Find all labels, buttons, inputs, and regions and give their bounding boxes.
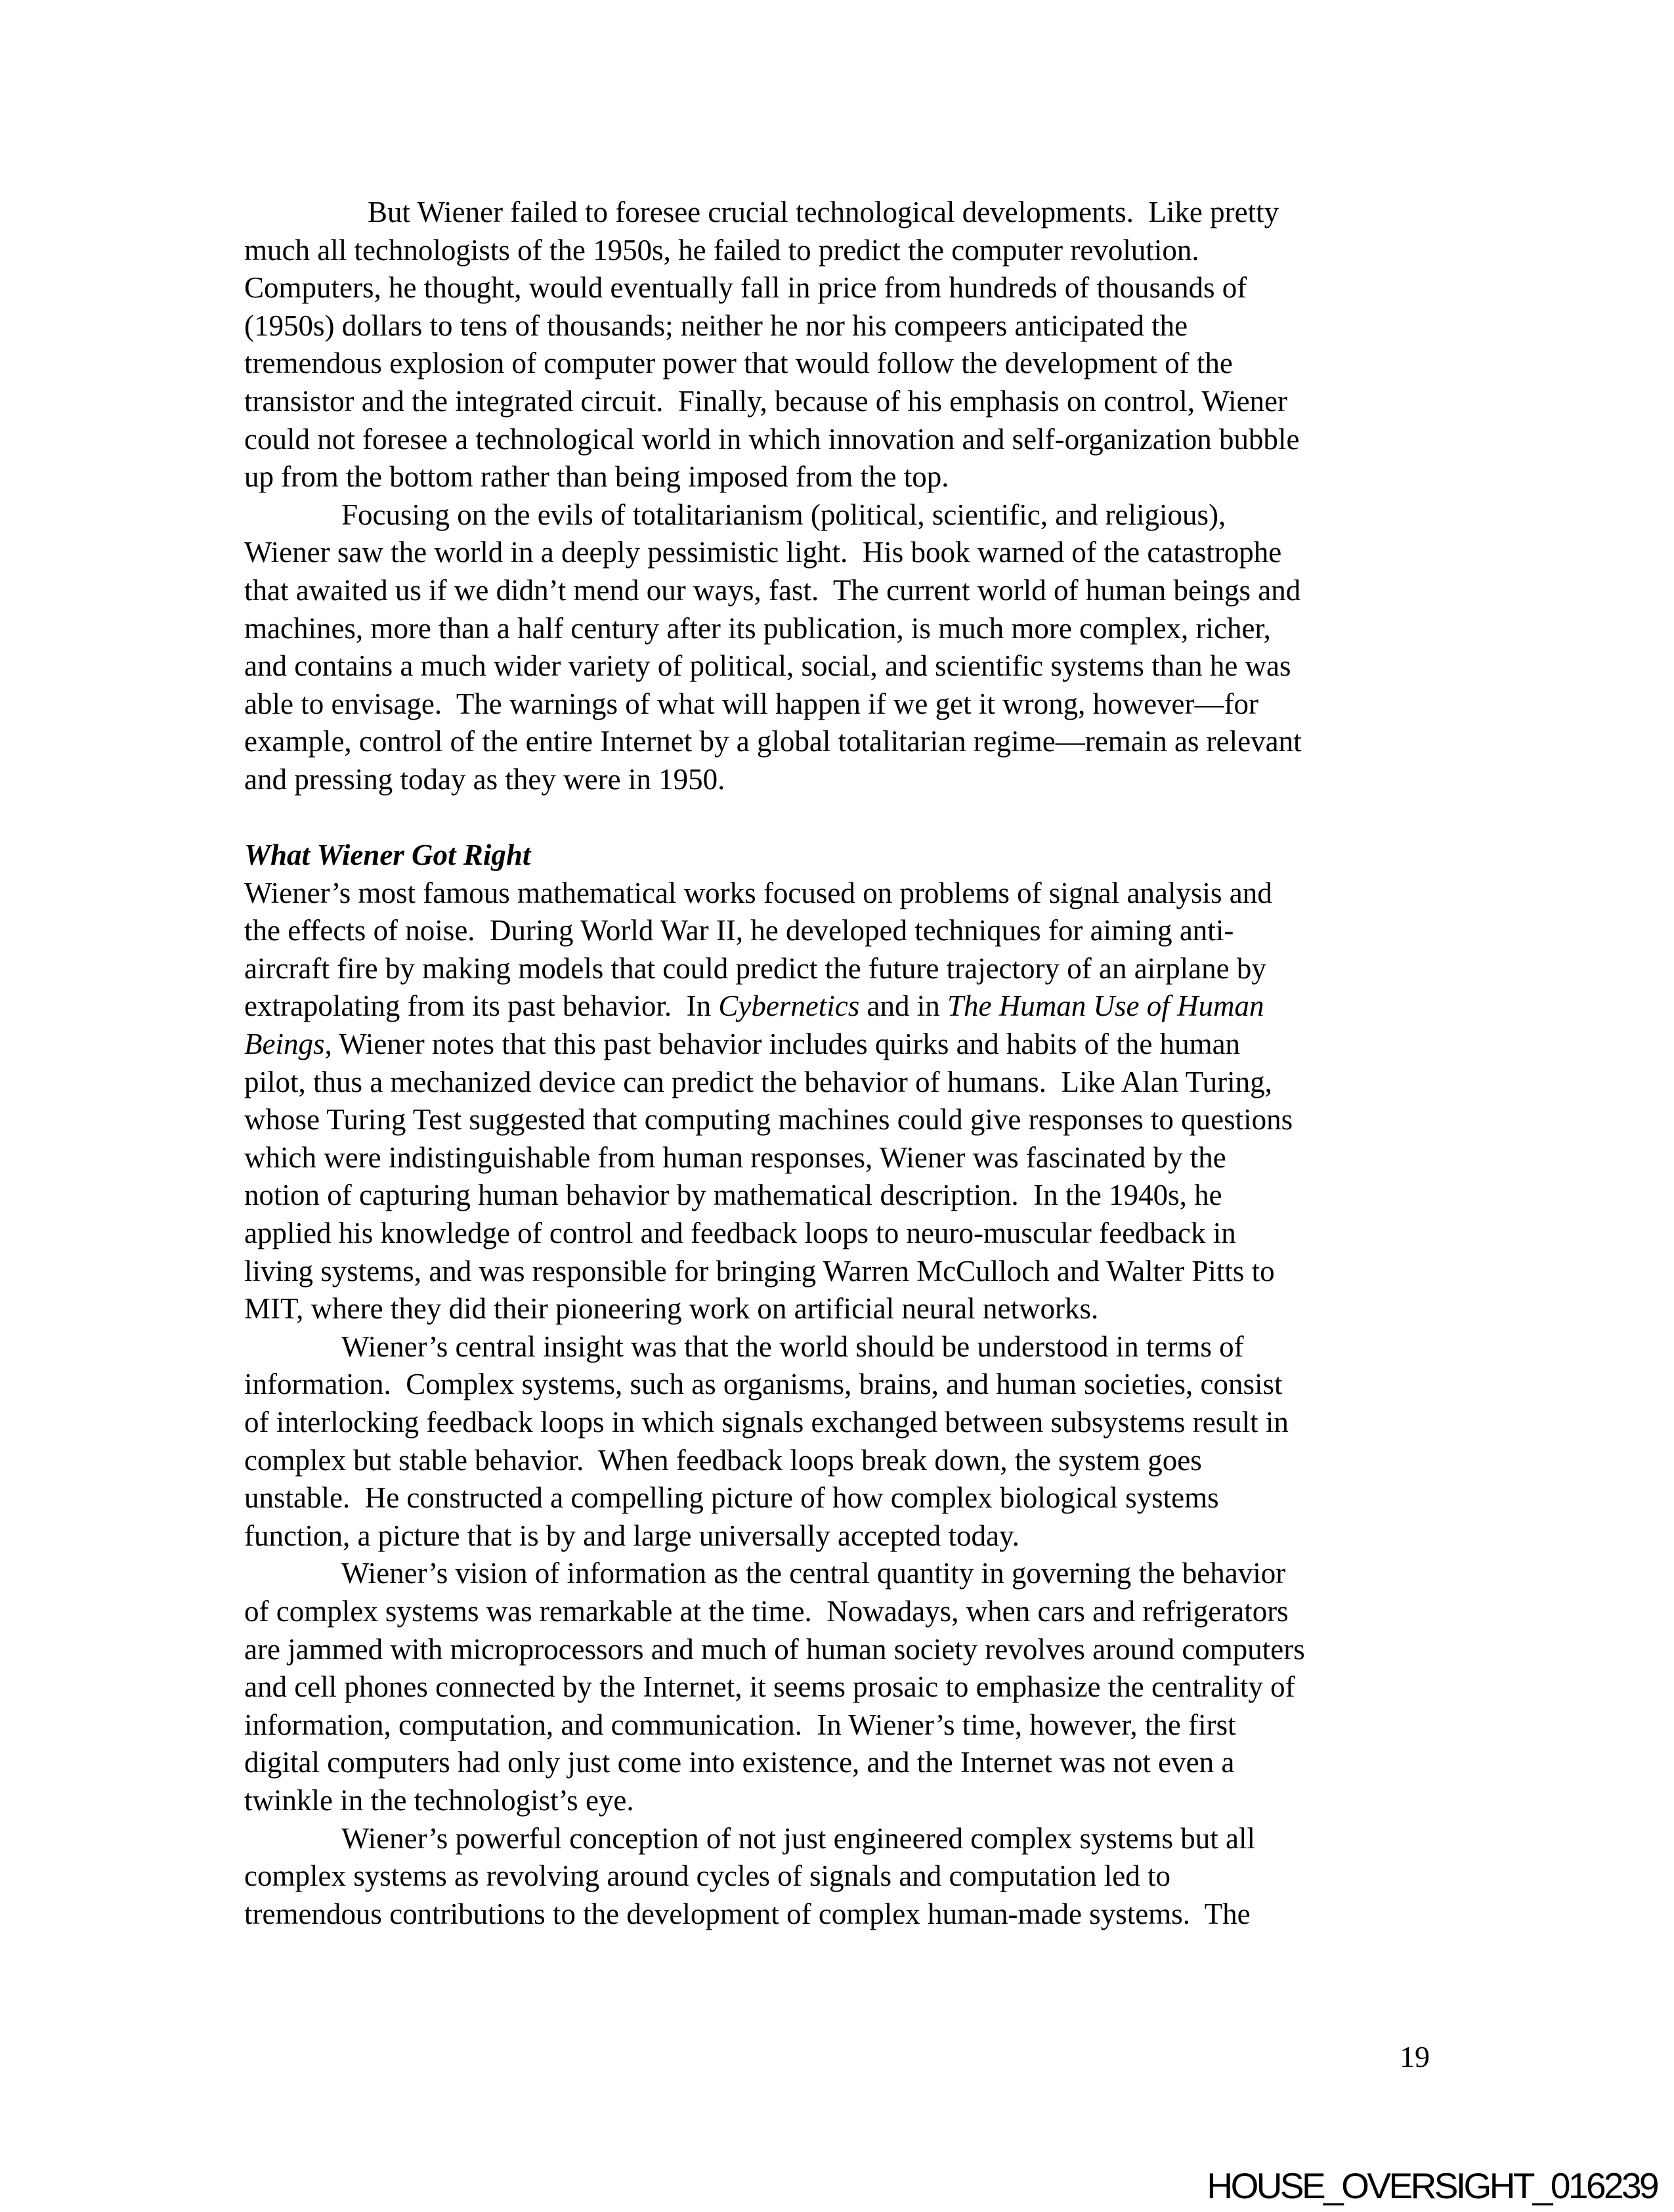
text-line: MIT, where they did their pioneering work on artificial neural networks. — [244, 1292, 1099, 1326]
book-title: Cybernetics — [718, 989, 860, 1023]
text-line: are jammed with microprocessors and much of human society revolves around computers — [244, 1632, 1305, 1666]
text-line: able to envisage. The warnings of what will happen if we get it wrong, however—for — [244, 687, 1258, 720]
text-line: of complex systems was remarkable at the time. Nowadays, when cars and refrigerators — [244, 1594, 1289, 1628]
text-line: Wiener’s vision of information as the central quantity in governing the behavior — [341, 1557, 1286, 1590]
text-line: function, a picture that is by and large universally accepted today. — [244, 1519, 1019, 1552]
text-line: tremendous contributions to the development of complex human-made systems. The — [244, 1897, 1251, 1930]
text-line: Beings, Wiener notes that this past behavior includes quirks and habits of the human — [244, 1028, 1241, 1061]
text-line: which were indistinguishable from human responses, Wiener was fascinated by the — [244, 1140, 1226, 1174]
text-line: and cell phones connected by the Internet, it seems prosaic to emphasize the centrality of — [244, 1670, 1295, 1704]
text-line: information, computation, and communication. In Wiener’s time, however, the first — [244, 1708, 1236, 1741]
text-line: tremendous explosion of computer power that would follow the development of the — [244, 347, 1233, 380]
text-column — [244, 194, 1478, 1933]
text-line: transistor and the integrated circuit. Finally, because of his emphasis on control, Wiener — [244, 384, 1287, 418]
text-line: machines, more than a half century after its publication, is much more complex, richer, — [244, 611, 1271, 645]
text-line: pilot, thus a mechanized device can predict the behavior of humans. Like Alan Turing, — [244, 1065, 1272, 1098]
blank-line — [244, 799, 1478, 837]
text-line: Computers, he thought, would eventually fall in price from hundreds of thousands of — [244, 271, 1247, 305]
text-line: twinkle in the technologist’s eye. — [244, 1783, 634, 1817]
text-line: notion of capturing human behavior by mathematical description. In the 1940s, he — [244, 1179, 1222, 1212]
text-line: unstable. He constructed a compelling picture of how complex biological systems — [244, 1481, 1219, 1515]
text-line: (1950s) dollars to tens of thousands; neither he nor his compeers anticipated the — [244, 309, 1188, 342]
text-line: applied his knowledge of control and feedback loops to neuro-muscular feedback in — [244, 1217, 1236, 1250]
text-line: aircraft fire by making models that could predict the future trajectory of an airplane by — [244, 951, 1266, 985]
book-title: The Human Use of Human — [947, 989, 1264, 1023]
text-line: example, control of the entire Internet by a global totalitarian regime—remain as relevant — [244, 725, 1302, 758]
text-line: whose Turing Test suggested that computing machines could give responses to questions — [244, 1103, 1293, 1137]
text-line: much all technologists of the 1950s, he failed to predict the computer revolution. — [244, 233, 1199, 267]
text-line: complex systems as revolving around cycles of signals and computation led to — [244, 1859, 1170, 1893]
text-line: Wiener’s central insight was that the world should be understood in terms of — [341, 1330, 1244, 1363]
text-line: complex but stable behavior. When feedback loops break down, the system goes — [244, 1443, 1202, 1477]
page-number: 19 — [1400, 2040, 1430, 2073]
text-line: and contains a much wider variety of political, social, and scientific systems than he was — [244, 649, 1291, 683]
text-line: But Wiener failed to foresee crucial technological developments. Like pretty — [368, 196, 1279, 228]
bates-stamp: HOUSE_OVERSIGHT_016239 — [1207, 2165, 1657, 2206]
text-line: the effects of noise. During World War II, he developed techniques for aiming anti- — [244, 914, 1234, 947]
book-title: Beings — [244, 1028, 325, 1061]
text-line: Wiener saw the world in a deeply pessimistic light. His book warned of the catastrophe — [244, 536, 1282, 569]
text-line: information. Complex systems, such as organisms, brains, and human societies, consist — [244, 1368, 1283, 1401]
section-heading: What Wiener Got Right — [244, 838, 531, 872]
text-line: could not foresee a technological world in which innovation and self-organization bubble — [244, 422, 1300, 456]
text-line: digital computers had only just come into existence, and the Internet was not even a — [244, 1746, 1235, 1779]
text-line: up from the bottom rather than being imposed from the top. — [244, 460, 949, 494]
text-line: and pressing today as they were in 1950. — [244, 762, 725, 796]
text-line: living systems, and was responsible for bringing Warren McCulloch and Walter Pitts to — [244, 1254, 1275, 1288]
text-line: Focusing on the evils of totalitarianism (political, scientific, and religious), — [341, 498, 1226, 531]
text-line: extrapolating from its past behavior. In Cybernetics and in The Human Use of Human — [244, 989, 1264, 1023]
text-line: that awaited us if we didn’t mend our ways, fast. The current world of human beings and — [244, 573, 1301, 607]
text-line: Wiener’s powerful conception of not just engineered complex systems but all — [341, 1821, 1255, 1855]
text-line: Wiener’s most famous mathematical works focused on problems of signal analysis and — [244, 876, 1272, 909]
text-line: of interlocking feedback loops in which signals exchanged between subsystems result in — [244, 1406, 1289, 1439]
